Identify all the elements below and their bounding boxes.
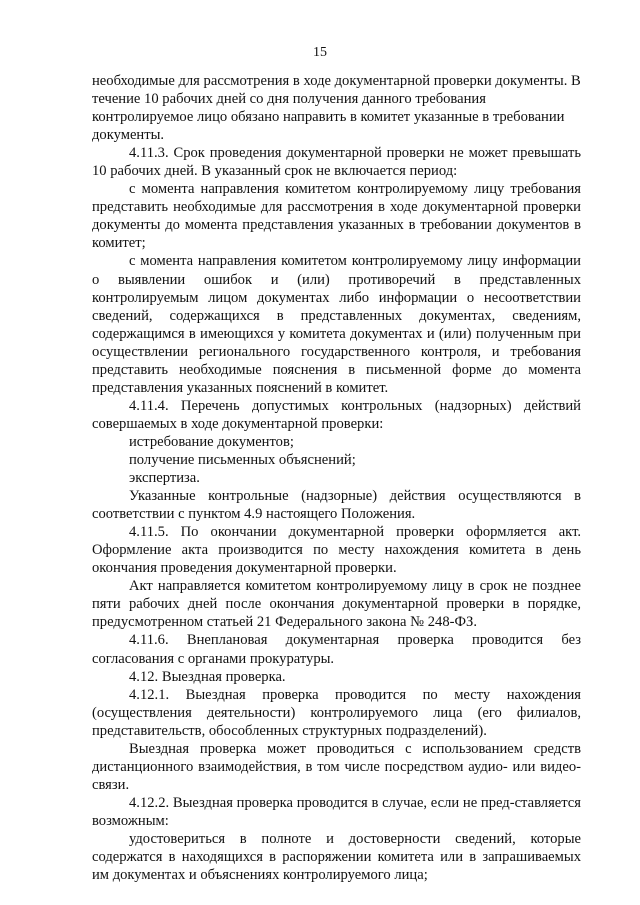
paragraph: 4.11.5. По окончании документарной проверки оформляется акт. Оформление акта производится по месту нахождения комитета в день окончания проведения документарной проверки. bbox=[92, 524, 581, 577]
paragraph: удостовериться в полноте и достоверности сведений, которые содержатся в находящихся в распоряжении комитета или в запрашиваемых им документах и объяснениях контролируемого лица; bbox=[92, 830, 581, 884]
paragraph: 4.11.3. Срок проведения документарной проверки не может превышать 10 рабочих дней. В указанный срок не включается период: bbox=[92, 145, 581, 180]
paragraph: с момента направления комитетом контролируемому лицу информации о выявлении ошибок и (или) противоречий в представленных контролируемым лицом документах либо информации о несоответствии сведений, содержащихся в представленных документах, сведениям, содержащимся в имеющихся у комитета документах и (или) полученным при осуществлении регионального государственного контроля, и требования представить необходимые пояснения в письменной форме до момента представления указанных пояснений в комитет. bbox=[92, 253, 581, 396]
paragraph: Указанные контрольные (надзорные) действия осуществляются в соответствии с пунктом 4.9 настоящего Положения. bbox=[92, 488, 581, 523]
paragraph: 4.12.2. Выездная проверка проводится в случае, если не пред-ставляется возможным: bbox=[92, 794, 581, 829]
paragraph: 4.12.1. Выездная проверка проводится по месту нахождения (осуществления деятельности) контролируемого лица (его филиалов, представительств, обособленных структурных подразделений). bbox=[92, 686, 581, 739]
paragraph: необходимые для рассмотрения в ходе документарной проверки документы. В течение 10 рабочих дней со дня получения данного требования контролируемое лицо обязано направить в комитет указанные в требовании документы. bbox=[92, 73, 581, 144]
page-number: 15 bbox=[313, 45, 327, 60]
paragraph: 4.12. Выездная проверка. bbox=[129, 668, 286, 685]
paragraph: 4.11.4. Перечень допустимых контрольных (надзорных) действий совершаемых в ходе документарной проверки: bbox=[92, 397, 581, 432]
paragraph: Акт направляется комитетом контролируемому лицу в срок не позднее пяти рабочих дней после окончания документарной проверки в порядке, предусмотренном статьей 21 Федерального закона № 248-ФЗ. bbox=[92, 578, 581, 631]
list-item: получение письменных объяснений; bbox=[129, 451, 356, 468]
paragraph: 4.11.6. Внеплановая документарная проверка проводится без согласования с органами прокуратуры. bbox=[92, 632, 581, 667]
document-body bbox=[92, 72, 581, 884]
paragraph: с момента направления комитетом контролируемому лицу требования представить необходимые для рассмотрения в ходе документарной проверки документы до момента представления указанных в требовании документов в комитет; bbox=[92, 181, 581, 252]
paragraph: Выездная проверка может проводиться с использованием средств дистанционного взаимодействия, в том числе посредством аудио- или видео-связи. bbox=[92, 740, 581, 793]
list-item: истребование документов; bbox=[129, 433, 294, 450]
list-item: экспертиза. bbox=[129, 470, 200, 487]
